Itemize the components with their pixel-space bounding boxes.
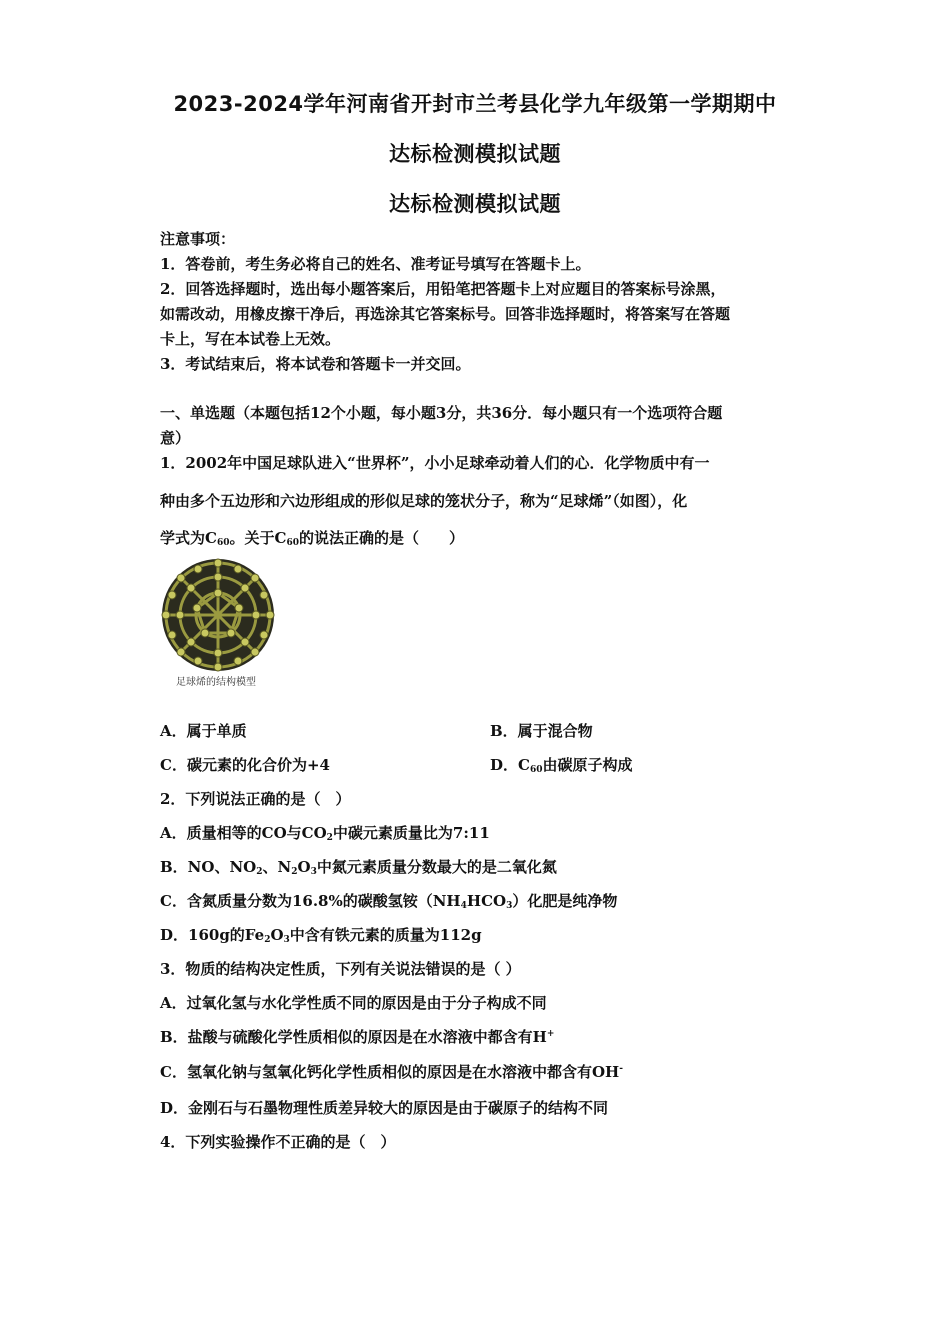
q2-d-sub1: 2	[264, 935, 271, 945]
q2-c-sub1: 4	[460, 901, 467, 911]
q2-b-pre: B．NO、NO	[160, 858, 257, 876]
q4-stem: 4．下列实验操作不正确的是（ ）	[160, 1133, 396, 1151]
notice-item-1: 1．答卷前，考生务必将自己的姓名、准考证号填写在答题卡上。	[160, 255, 591, 273]
q1-sub-60a: 60	[216, 538, 230, 548]
q1-line-1: 1．2002年中国足球队进入“世界杯”，小小足球牵动着人们的心．化学物质中有一	[160, 454, 710, 472]
q2-c-mid: HCO	[466, 892, 507, 910]
q1-line-3-post: 的说法正确的是（ ）	[298, 529, 464, 547]
q2-d-mid: O	[270, 926, 284, 944]
q1-line-2: 种由多个五边形和六边形组成的形似足球的笼状分子，称为“足球烯”（如图），化	[160, 492, 688, 510]
q2-a-pre: A．质量相等的CO与CO	[160, 824, 327, 842]
notice-item-2b: 如需改动，用橡皮擦干净后，再选涂其它答案标号。回答非选择题时，将答案写在答题	[160, 305, 731, 323]
q3-stem: 3．物质的结构决定性质，下列有关说法错误的是（ ）	[160, 960, 521, 978]
notice-item-3: 3．考试结束后，将本试卷和答题卡一并交回。	[160, 355, 471, 373]
q2-a-post: 中碳元素质量比为7:11	[332, 824, 490, 842]
notice-heading: 注意事项：	[160, 230, 236, 248]
q1-sub-60b: 60	[286, 538, 299, 548]
fullerene-figure	[158, 555, 278, 675]
q2-option-c	[160, 890, 800, 911]
q2-option-d	[160, 924, 800, 945]
q2-option-b	[160, 856, 800, 877]
section-heading-a: 一、单选题（本题包括12个小题，每小题3分，共36分．每小题只有一个选项符合题	[160, 404, 723, 422]
q2-stem: 2．下列说法正确的是（ ）	[160, 790, 351, 808]
q2-c-sub2: 3	[506, 901, 513, 911]
section-heading-b: 意）	[160, 429, 191, 447]
notice-item-2c: 卡上，写在本试卷上无效。	[160, 330, 341, 348]
q3-option-d: D．金刚石与石墨物理性质差异较大的原因是由于碳原子的结构不同	[160, 1099, 609, 1117]
q2-option-a	[160, 822, 800, 843]
q1-option-c: C．碳元素的化合价为+4	[160, 756, 330, 774]
q2-b-post: 中氮元素质量分数最大的是二氧化氮	[316, 858, 557, 876]
q1-line-3-mid: 。关于C	[229, 529, 287, 547]
q2-c-post: ）化肥是纯净物	[512, 892, 618, 910]
q1-option-a: A．属于单质	[160, 722, 247, 740]
q1-option-d	[490, 754, 633, 775]
q3-option-a: A．过氧化氢与水化学性质不同的原因是由于分子构成不同	[160, 994, 547, 1012]
q3-c-pre: C．氢氧化钠与氢氧化钙化学性质相似的原因是在水溶液中都含有OH	[160, 1063, 620, 1081]
q2-b-mid: 、N	[262, 858, 292, 876]
q1-line-3	[160, 527, 800, 548]
notice-item-2a: 2．回答选择题时，选出每小题答案后，用铅笔把答题卡上对应题目的答案标号涂黑，	[160, 280, 726, 298]
q2-b-sub2: 2	[291, 867, 298, 877]
q2-d-post: 中含有铁元素的质量为112g	[289, 926, 482, 944]
q1-option-d-sub: 60	[529, 765, 543, 775]
q3-c-sup: -	[619, 1064, 623, 1074]
q3-b-sup: +	[546, 1029, 555, 1039]
q2-b-sub1: 2	[256, 867, 263, 877]
figure-caption: 足球烯的结构模型	[176, 677, 256, 688]
q2-c-pre: C．含氮质量分数为16.8%的碳酸氢铵（NH	[160, 892, 461, 910]
q1-option-b: B．属于混合物	[490, 722, 593, 740]
q2-d-sub2: 3	[283, 935, 290, 945]
q2-a-sub: 2	[326, 833, 333, 843]
q1-line-3-pre: 学式为C	[160, 529, 217, 547]
q2-b-sub3: 3	[310, 867, 317, 877]
q1-option-d-pre: D．C	[490, 756, 530, 774]
q2-b-mid2: O	[297, 858, 311, 876]
q2-d-pre: D．160g的Fe	[160, 926, 265, 944]
q3-option-b	[160, 1026, 800, 1047]
title-line-3: 达标检测模拟试题	[389, 192, 561, 216]
q1-option-d-post: 由碳原子构成	[542, 756, 633, 774]
q3-b-pre: B．盐酸与硫酸化学性质相似的原因是在水溶液中都含有H	[160, 1028, 547, 1046]
q3-option-c	[160, 1061, 800, 1082]
title-line-2: 达标检测模拟试题	[389, 142, 561, 166]
title-line-1: 2023-2024学年河南省开封市兰考县化学九年级第一学期期中	[173, 92, 777, 116]
